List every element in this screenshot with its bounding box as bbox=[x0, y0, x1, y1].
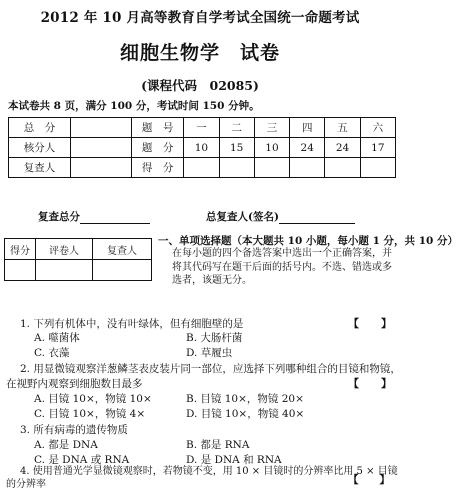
question-points: 10 bbox=[184, 138, 219, 158]
grader-table bbox=[4, 238, 152, 281]
question-stem: 2. 用显微镜观察洋葱鳞茎表皮装片同一部位，应选择下列哪种组合的目镜和物镜， bbox=[20, 363, 401, 375]
option: B. 都是 RNA bbox=[186, 439, 250, 451]
checker-label: 核分人 bbox=[9, 138, 71, 158]
reviewer-signature-label: 总复查人(签名) bbox=[206, 211, 279, 223]
total-score-label: 总 分 bbox=[9, 118, 71, 138]
question-number: 二 bbox=[219, 118, 254, 138]
obtained-score-cell[interactable] bbox=[325, 158, 360, 178]
reviewer-signature-line bbox=[206, 209, 355, 224]
question-stem: 1. 下列有机体中，没有叶绿体，但有细胞壁的是 bbox=[20, 318, 244, 330]
answer-bracket[interactable]: 【 】 bbox=[348, 474, 390, 486]
total-score-cell[interactable] bbox=[70, 118, 131, 138]
exam-header: 2012 年 10 月高等教育自学考试全国统一命题考试 bbox=[40, 10, 360, 26]
course-code: (课程代码 02085) bbox=[141, 78, 259, 93]
grader-cell[interactable] bbox=[36, 260, 93, 281]
obtained-score-cell[interactable] bbox=[290, 158, 325, 178]
question-number: 一 bbox=[184, 118, 219, 138]
question-stem-continued: 的分辨率 bbox=[6, 479, 46, 490]
grader-score-header: 得分 bbox=[5, 239, 36, 260]
reviewer-signature-blank[interactable] bbox=[279, 213, 355, 224]
obtained-score-label: 得 分 bbox=[131, 158, 183, 178]
question-stem: 4. 使用普通光学显微镜观察时，若物镜不变，用 10 × 目镜时的分辨率比用 5 × 目镜 bbox=[20, 466, 398, 477]
option: D. 目镜 10×，物镜 40× bbox=[186, 408, 305, 420]
grader-reviewer-header: 复查人 bbox=[93, 239, 152, 260]
obtained-score-cell[interactable] bbox=[184, 158, 219, 178]
question-number-label: 题 号 bbox=[131, 118, 183, 138]
option: C. 目镜 10×，物镜 4× bbox=[34, 408, 146, 420]
question-number: 四 bbox=[290, 118, 325, 138]
review-total-line bbox=[38, 209, 150, 224]
question-stem-continued: 在视野内观察到细胞数目最多 bbox=[6, 378, 143, 390]
checker-cell[interactable] bbox=[70, 138, 131, 158]
answer-bracket[interactable]: 【 】 bbox=[348, 317, 392, 330]
section-instructions: 在每小题的四个备选答案中选出一个正确答案，并将其代码写在题干后面的括号内。不选、错选或多选者，该题无分。 bbox=[172, 248, 392, 286]
score-row-reviewer bbox=[9, 158, 396, 178]
grader-header: 评卷人 bbox=[36, 239, 93, 260]
obtained-score-cell[interactable] bbox=[254, 158, 289, 178]
option: D. 草履虫 bbox=[186, 347, 233, 359]
option: C. 衣藻 bbox=[34, 347, 70, 359]
option: B. 大肠杆菌 bbox=[186, 332, 243, 344]
option: A. 目镜 10×，物镜 10× bbox=[34, 393, 152, 405]
score-row-total bbox=[9, 118, 396, 138]
obtained-score-cell[interactable] bbox=[360, 158, 395, 178]
score-table bbox=[8, 117, 396, 178]
reviewer-cell[interactable] bbox=[70, 158, 131, 178]
section-title: 一、单项选择题（本大题共 10 小题，每小题 1 分，共 10 分） bbox=[158, 235, 458, 247]
option: A. 都是 DNA bbox=[34, 439, 98, 451]
option: A. 噬菌体 bbox=[34, 332, 80, 344]
question-points-label: 题 分 bbox=[131, 138, 183, 158]
grader-score-cell[interactable] bbox=[5, 260, 36, 281]
option: B. 目镜 10×，物镜 20× bbox=[186, 393, 304, 405]
option: C. 是 DNA 或 RNA bbox=[34, 454, 130, 466]
question-stem: 3. 所有病毒的遗传物质 bbox=[20, 424, 128, 436]
score-row-checker bbox=[9, 138, 396, 158]
option: D. 是 DNA 和 RNA bbox=[186, 454, 282, 466]
question-points: 24 bbox=[290, 138, 325, 158]
question-points: 24 bbox=[325, 138, 360, 158]
question-points: 10 bbox=[254, 138, 289, 158]
grader-reviewer-cell[interactable] bbox=[93, 260, 152, 281]
question-number: 五 bbox=[325, 118, 360, 138]
question-points: 17 bbox=[360, 138, 395, 158]
exam-notes: 本试卷共 8 页，满分 100 分，考试时间 150 分钟。 bbox=[8, 100, 260, 112]
question-number: 六 bbox=[360, 118, 395, 138]
exam-title: 细胞生物学 试卷 bbox=[119, 42, 280, 64]
obtained-score-cell[interactable] bbox=[219, 158, 254, 178]
question-points: 15 bbox=[219, 138, 254, 158]
reviewer-label: 复查人 bbox=[9, 158, 71, 178]
question-number: 三 bbox=[254, 118, 289, 138]
review-total-blank[interactable] bbox=[80, 213, 150, 224]
answer-bracket[interactable]: 【 】 bbox=[348, 377, 392, 390]
review-total-label: 复查总分 bbox=[38, 211, 80, 223]
